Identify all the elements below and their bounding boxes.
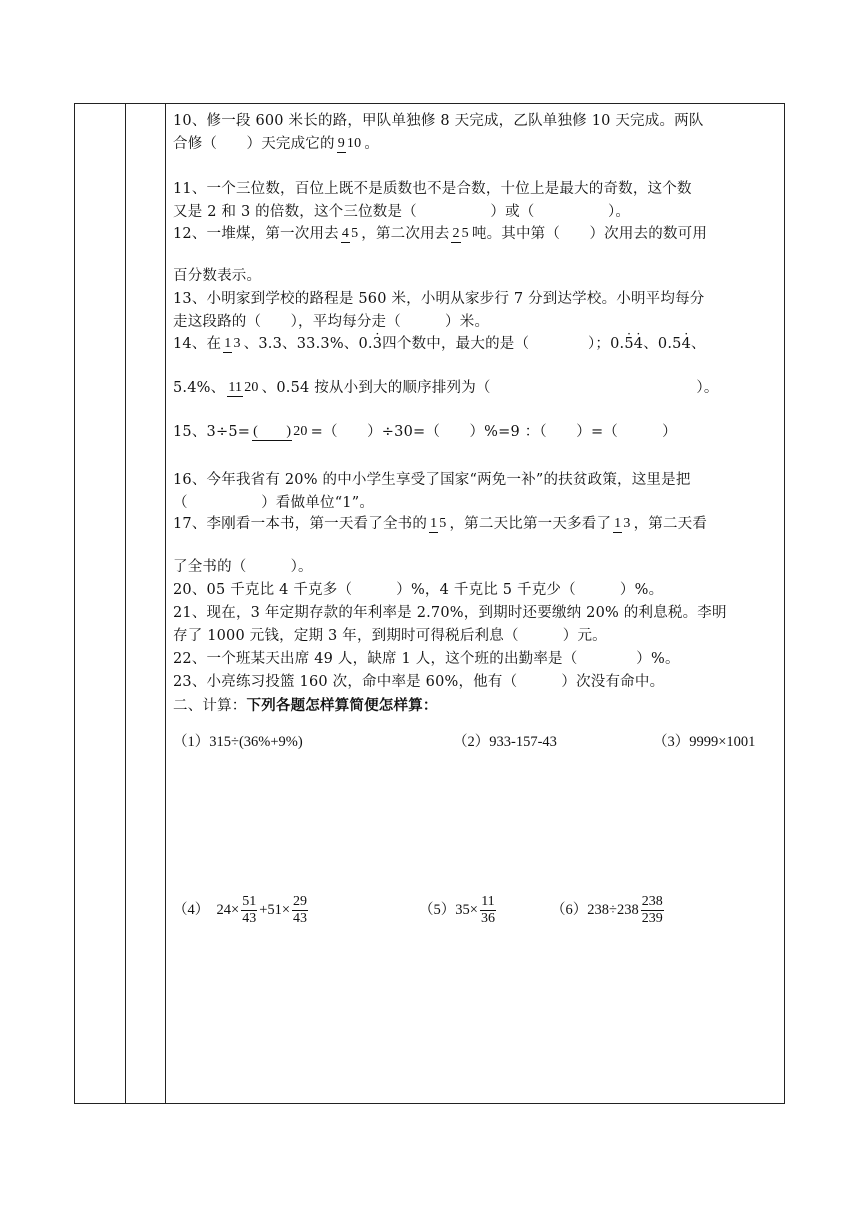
calc-6: （6）238÷238 $\frac{238}{239}$ <box>551 894 663 926</box>
q10-line2: 合修（ ）天完成它的 9 10 。 <box>173 135 380 152</box>
q13-line1: 13、小明家到学校的路程是 560 米，小明从家步行 7 分到达学校。小明平均每分 <box>173 291 705 307</box>
q22-line: 22、一个班某天出席 49 人，缺席 1 人，这个班的出勤率是（ ）%。 <box>173 651 680 667</box>
fraction: $\frac{29}{43}$ <box>293 894 308 926</box>
fraction: ( ) 20 <box>253 423 308 439</box>
q14-line1: 14、在 1 3 、3.3、33.3%、0.3 ·四个数中，最大的是（ ）；0.5 ·4 ·、0.54 ·、 <box>173 332 706 353</box>
worksheet-table <box>74 103 785 1104</box>
q12-line1: 12、一堆煤，第一次用去 4 5 ，第二次用去 2 5 吨。其中第（ ）次用去的数可用 <box>173 225 708 242</box>
fraction: 1 3 <box>224 335 241 351</box>
fraction: $\frac{11}{36}$ <box>480 894 495 926</box>
calc-2: （2）933-157-43 <box>453 734 557 750</box>
fraction: $\frac{51}{43}$ <box>242 894 257 926</box>
fraction: 9 10 <box>337 135 362 151</box>
calc-1: （1）315÷(36%+9%) <box>173 734 303 750</box>
q16-line2: （ ）看做单位“1”。 <box>173 495 375 511</box>
calc-5: （5）35× $\frac{11}{36}$ <box>419 894 495 926</box>
section-2-heading: 二、计算：下列各题怎样算简便怎样算： <box>173 697 438 714</box>
column-divider-1 <box>125 104 126 1103</box>
q11-line1: 11、一个三位数，百位上既不是质数也不是合数，十位上是最大的奇数，这个数 <box>173 181 692 197</box>
q20-line: 20、05 千克比 4 千克多（ ）%，4 千克比 5 千克少（ ）%。 <box>173 582 664 598</box>
fraction: $\frac{238}{239}$ <box>641 894 663 926</box>
q21-line1: 21、现在，3 年定期存款的年利率是 2.70%，到期时还要缴纳 20% 的利息税。李明 <box>173 605 727 621</box>
question-cell <box>167 104 776 1103</box>
q14-line2: 5.4%、 11 20 、0.54 按从小到大的顺序排列为（ ）。 <box>173 379 719 396</box>
q16-line1: 16、今年我省有 20% 的中小学生享受了国家“两免一补”的扶贫政策，这里是把 <box>173 472 691 488</box>
q17-line2: 了全书的（ ）。 <box>173 559 313 575</box>
calc-3: （3）9999×1001 <box>653 734 756 750</box>
q15-line: 15、3÷5= ( ) 20 =（ ）÷30=（ ）%=9 ：（ ）=（ ） <box>173 423 677 440</box>
fraction: 4 5 <box>341 225 359 241</box>
q10-line1: 10、修一段 600 米长的路，甲队单独修 8 天完成，乙队单独修 10 天完成。两队 <box>173 113 704 129</box>
q13-line2: 走这段路的（ ），平均每分走（ ）米。 <box>173 314 490 330</box>
q12-line2: 百分数表示。 <box>173 268 262 284</box>
fraction: 11 20 <box>228 379 259 395</box>
fraction: 1 3 <box>614 515 631 531</box>
q23-line: 23、小亮练习投篮 160 次，命中率是 60%，他有（ ）次没有命中。 <box>173 674 665 690</box>
q17-line1: 17、李刚看一本书，第一天看了全书的 1 5 ，第二天比第一天多看了 1 3 ，第二天看 <box>173 515 708 532</box>
column-divider-2 <box>165 104 166 1103</box>
q11-line2: 又是 2 和 3 的倍数，这个三位数是（ ）或（ ）。 <box>173 204 631 220</box>
fraction: 1 5 <box>430 515 447 531</box>
q21-line2: 存了 1000 元钱，定期 3 年，到期时可得税后利息（ ）元。 <box>173 628 607 644</box>
fraction: 2 5 <box>452 225 469 241</box>
calc-4: （4） 24× $\frac{51}{43}$ +51× $\frac{29}{43}$ <box>173 894 308 926</box>
